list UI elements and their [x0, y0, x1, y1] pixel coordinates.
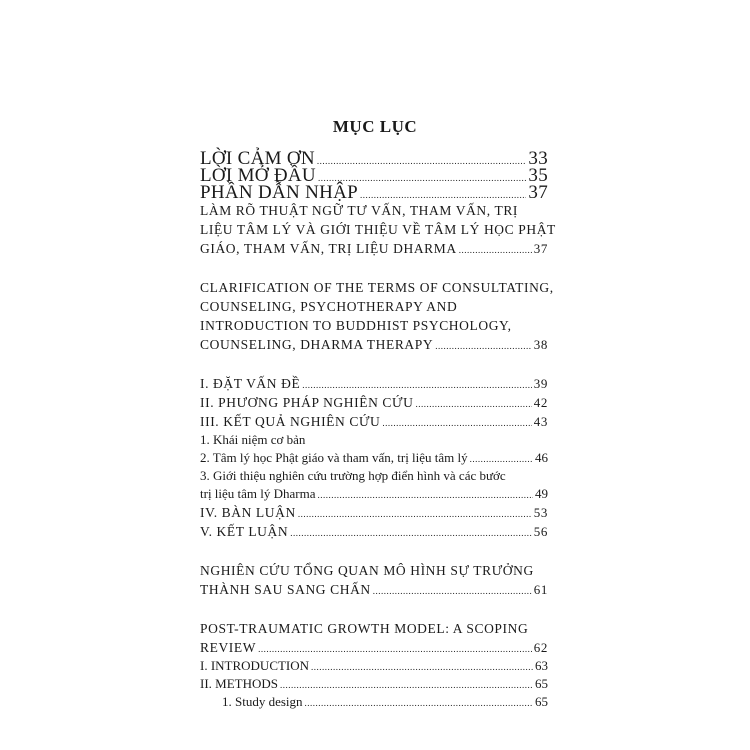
dot-leader	[258, 645, 532, 653]
toc-entry-page: 56	[533, 524, 548, 539]
dot-leader	[290, 529, 532, 537]
toc-entry-page: 61	[533, 582, 548, 597]
toc-entry-study-design[interactable]	[200, 693, 548, 711]
toc-entry-page: 46	[535, 450, 548, 465]
dot-leader	[317, 157, 527, 165]
toc-entry-line: POST-TRAUMATIC GROWTH MODEL: A SCOPING	[200, 621, 529, 636]
dot-leader	[382, 419, 531, 427]
toc-entry-methods[interactable]	[200, 675, 548, 693]
toc-entry-clarification[interactable]	[200, 278, 554, 354]
dot-leader	[373, 587, 532, 595]
toc-entry-page: 53	[533, 505, 548, 520]
toc-entry-tam-ly-hoc[interactable]	[200, 449, 548, 467]
toc-entry-page: 38	[533, 337, 548, 352]
toc-entry-ket-qua[interactable]	[200, 412, 548, 431]
toc-entry-page: 62	[533, 640, 548, 655]
dot-leader	[305, 699, 533, 707]
toc-entry-last-line	[200, 638, 548, 657]
toc-entry-page: 65	[535, 694, 548, 709]
toc-entry-page: 49	[535, 486, 548, 501]
toc-entry-page: 65	[535, 676, 548, 691]
toc-entry-label: REVIEW	[200, 640, 257, 655]
toc-entry-post-traumatic[interactable]	[200, 619, 548, 657]
toc-entry-line: 3. Giới thiệu nghiên cứu trường hợp điển hình và các bước	[200, 468, 506, 483]
toc-entry-line: LIỆU TÂM LÝ VÀ GIỚI THIỆU VỀ TÂM LÝ HỌC PHẬT	[200, 222, 556, 237]
toc-entry-label: II. METHODS	[200, 676, 278, 691]
toc-entry-label: 2. Tâm lý học Phật giáo và tham vấn, trị liệu tâm lý	[200, 450, 468, 465]
toc-entry-phan-dan-nhap[interactable]	[200, 184, 548, 201]
table-of-contents	[200, 148, 556, 711]
toc-entry-label: 1. Study design	[222, 694, 303, 709]
toc-entry-dat-van-de[interactable]	[200, 374, 548, 393]
dot-leader	[459, 246, 532, 254]
toc-entry-line: INTRODUCTION TO BUDDHIST PSYCHOLOGY,	[200, 318, 512, 333]
toc-entry-last-line	[200, 239, 548, 258]
dot-leader	[302, 381, 532, 389]
toc-entry-last-line	[200, 580, 548, 599]
dot-leader	[470, 455, 533, 463]
toc-entry-label: II. PHƯƠNG PHÁP NGHIÊN CỨU	[200, 395, 414, 410]
toc-entry-line: LÀM RÕ THUẬT NGỮ TƯ VẤN, THAM VẤN, TRỊ	[200, 203, 519, 218]
toc-entry-label: IV. BÀN LUẬN	[200, 505, 296, 520]
toc-entry-page: 42	[533, 395, 548, 410]
toc-entry-page: 37	[528, 182, 548, 203]
toc-entry-line: CLARIFICATION OF THE TERMS OF CONSULTATING,	[200, 280, 554, 295]
toc-entry-label: III. KẾT QUẢ NGHIÊN CỨU	[200, 414, 381, 429]
toc-entry-label: PHẦN DẪN NHẬP	[200, 182, 359, 203]
toc-entry-label: LỜI CẢM ƠN	[200, 148, 315, 169]
toc-entry-label: V. KẾT LUẬN	[200, 524, 289, 539]
toc-entry-last-line	[200, 485, 548, 503]
toc-entry-ban-luan[interactable]	[200, 503, 548, 522]
toc-entry-introduction[interactable]	[200, 657, 548, 675]
toc-entry-nghien-cuu-tong-quan[interactable]	[200, 561, 548, 599]
toc-entry-page: 39	[533, 376, 548, 391]
toc-entry-lam-ro-thuat-ngu[interactable]	[200, 201, 556, 258]
dot-leader	[415, 400, 531, 408]
toc-entry-page: 33	[528, 148, 548, 169]
toc-entry-page: 63	[535, 658, 548, 673]
toc-entry-khai-niem[interactable]: 1. Khái niệm cơ bản	[200, 432, 306, 447]
toc-entry-label: trị liệu tâm lý Dharma	[200, 486, 316, 501]
toc-entry-page: 37	[533, 241, 548, 256]
toc-entry-label: GIÁO, THAM VẤN, TRỊ LIỆU DHARMA	[200, 241, 457, 256]
toc-entry-label: LỜI MỞ ĐẦU	[200, 165, 316, 186]
toc-entry-last-line	[200, 335, 548, 354]
toc-entry-label: I. INTRODUCTION	[200, 658, 310, 673]
toc-entry-label: I. ĐẶT VẤN ĐỀ	[200, 376, 301, 391]
toc-entry-ket-luan[interactable]	[200, 522, 548, 541]
toc-entry-line: COUNSELING, PSYCHOTHERAPY AND	[200, 299, 458, 314]
dot-leader	[318, 174, 526, 182]
dot-leader	[435, 342, 532, 350]
dot-leader	[318, 491, 533, 499]
dot-leader	[298, 510, 532, 518]
toc-entry-line: NGHIÊN CỨU TỔNG QUAN MÔ HÌNH SỰ TRƯỞNG	[200, 563, 534, 578]
dot-leader	[311, 663, 533, 671]
toc-entry-label: COUNSELING, DHARMA THERAPY	[200, 337, 434, 352]
toc-entry-phuong-phap[interactable]	[200, 393, 548, 412]
dot-leader	[360, 191, 526, 199]
toc-entry-page: 43	[533, 414, 548, 429]
toc-entry-label: THÀNH SAU SANG CHẤN	[200, 582, 371, 597]
toc-entry-page: 35	[528, 165, 548, 186]
page-title: MỤC LỤC	[332, 117, 418, 136]
toc-entry-gioi-thieu-nghien-cuu[interactable]	[200, 467, 548, 503]
dot-leader	[280, 681, 533, 689]
